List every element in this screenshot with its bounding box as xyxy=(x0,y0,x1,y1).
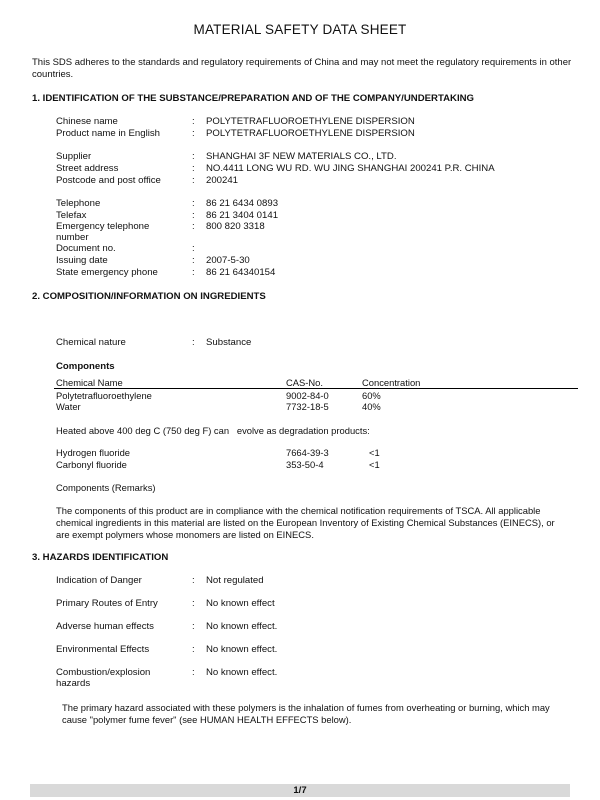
colon: : xyxy=(192,163,195,174)
page-number: 1/7 xyxy=(293,785,307,796)
field-label: Product name in English xyxy=(56,128,160,139)
table-divider xyxy=(54,388,578,389)
colon: : xyxy=(192,337,195,348)
hazard-label: Environmental Effects xyxy=(56,644,150,655)
field-label: Postcode and post office xyxy=(56,175,161,186)
field-value: 800 820 3318 xyxy=(206,221,265,232)
field-value: NO.4411 LONG WU RD. WU JING SHANGHAI 200241 P.R. CHINA xyxy=(206,163,495,174)
table-cell-cas: 9002-84-0 xyxy=(286,390,329,401)
hazard-label: Adverse human effects xyxy=(56,621,154,632)
colon: : xyxy=(192,575,195,586)
field-label: Telephone xyxy=(56,198,101,209)
hazard-value: No known effect. xyxy=(206,667,278,678)
hazard-label: Primary Routes of Entry xyxy=(56,598,158,609)
table-header-cas: CAS-No. xyxy=(286,377,323,388)
components-remarks-heading: Components (Remarks) xyxy=(56,482,156,493)
colon: : xyxy=(192,128,195,139)
section-2-heading: 2. COMPOSITION/INFORMATION ON INGREDIENTS xyxy=(32,291,266,302)
colon: : xyxy=(192,644,195,655)
field-value: 200241 xyxy=(206,175,239,186)
colon: : xyxy=(192,243,195,254)
colon: : xyxy=(192,221,195,232)
intro-paragraph: This SDS adheres to the standards and regulatory requirements of China and may not meet the regulatory requirements in other countries. xyxy=(32,57,572,80)
field-value: SHANGHAI 3F NEW MATERIALS CO., LTD. xyxy=(206,151,397,162)
table-header-concentration: Concentration xyxy=(362,377,421,388)
colon: : xyxy=(192,151,195,162)
field-value: 2007-5-30 xyxy=(206,255,250,266)
degradation-cell-cas: 7664-39-3 xyxy=(286,447,329,458)
colon: : xyxy=(192,621,195,632)
colon: : xyxy=(192,667,195,678)
table-cell-cas: 7732-18-5 xyxy=(286,401,329,412)
document-title: MATERIAL SAFETY DATA SHEET xyxy=(193,22,407,37)
hazard-label: Combustion/explosion hazards xyxy=(56,667,151,689)
section-3-heading: 3. HAZARDS IDENTIFICATION xyxy=(32,552,169,563)
table-cell-name: Polytetrafluoroethylene xyxy=(56,390,152,401)
chemical-nature-value: Substance xyxy=(206,337,252,348)
colon: : xyxy=(192,267,195,278)
degradation-cell-name: Hydrogen fluoride xyxy=(56,447,131,458)
table-header-chemical-name: Chemical Name xyxy=(56,377,123,388)
colon: : xyxy=(192,175,195,186)
degradation-cell-cas: 353-50-4 xyxy=(286,459,324,470)
hazard-value: No known effect. xyxy=(206,621,278,632)
field-value: POLYTETRAFLUOROETHYLENE DISPERSION xyxy=(206,116,415,127)
field-label: State emergency phone xyxy=(56,267,158,278)
page-footer xyxy=(30,784,570,797)
remarks-paragraph: The components of this product are in compliance with the chemical notification requirements of TSCA. All applicable chemical ingredients in this material are listed on the European Inventory of Existing Chemical Substances (EINECS), or are exempt polymers whose monomers are listed on EINECS. xyxy=(56,505,555,540)
colon: : xyxy=(192,598,195,609)
table-cell-conc: 40% xyxy=(362,401,381,412)
field-value: 86 21 64340154 xyxy=(206,267,276,278)
degradation-text: Heated above 400 deg C (750 deg F) can evolve as degradation products: xyxy=(56,425,370,436)
hazard-value: No known effect. xyxy=(206,644,278,655)
field-label: Street address xyxy=(56,163,119,174)
colon: : xyxy=(192,255,195,266)
colon: : xyxy=(192,116,195,127)
table-cell-name: Water xyxy=(56,401,81,412)
field-label: Telefax xyxy=(56,210,87,221)
hazard-label: Indication of Danger xyxy=(56,575,142,586)
table-cell-conc: 60% xyxy=(362,390,381,401)
degradation-cell-name: Carbonyl fluoride xyxy=(56,459,127,470)
colon: : xyxy=(192,210,195,221)
hazard-value: Not regulated xyxy=(206,575,264,586)
field-label: Chinese name xyxy=(56,116,118,127)
components-heading: Components xyxy=(56,361,115,372)
colon: : xyxy=(192,198,195,209)
hazard-value: No known effect xyxy=(206,598,275,609)
field-label: Document no. xyxy=(56,243,116,254)
hazard-note-paragraph: The primary hazard associated with these polymers is the inhalation of fumes from overheating or burning, which may cause "polymer fume fever" (see HUMAN HEALTH EFFECTS below). xyxy=(62,702,550,725)
field-value: 86 21 3404 0141 xyxy=(206,210,279,221)
section-1-heading: 1. IDENTIFICATION OF THE SUBSTANCE/PREPARATION AND OF THE COMPANY/UNDERTAKING xyxy=(32,93,475,104)
chemical-nature-label: Chemical nature xyxy=(56,337,126,348)
field-value: 86 21 6434 0893 xyxy=(206,198,279,209)
field-label: Emergency telephone number xyxy=(56,221,150,243)
field-label: Supplier xyxy=(56,151,92,162)
field-label: Issuing date xyxy=(56,255,108,266)
field-value: POLYTETRAFLUOROETHYLENE DISPERSION xyxy=(206,128,415,139)
degradation-cell-conc: <1 xyxy=(369,459,380,470)
degradation-cell-conc: <1 xyxy=(369,447,380,458)
